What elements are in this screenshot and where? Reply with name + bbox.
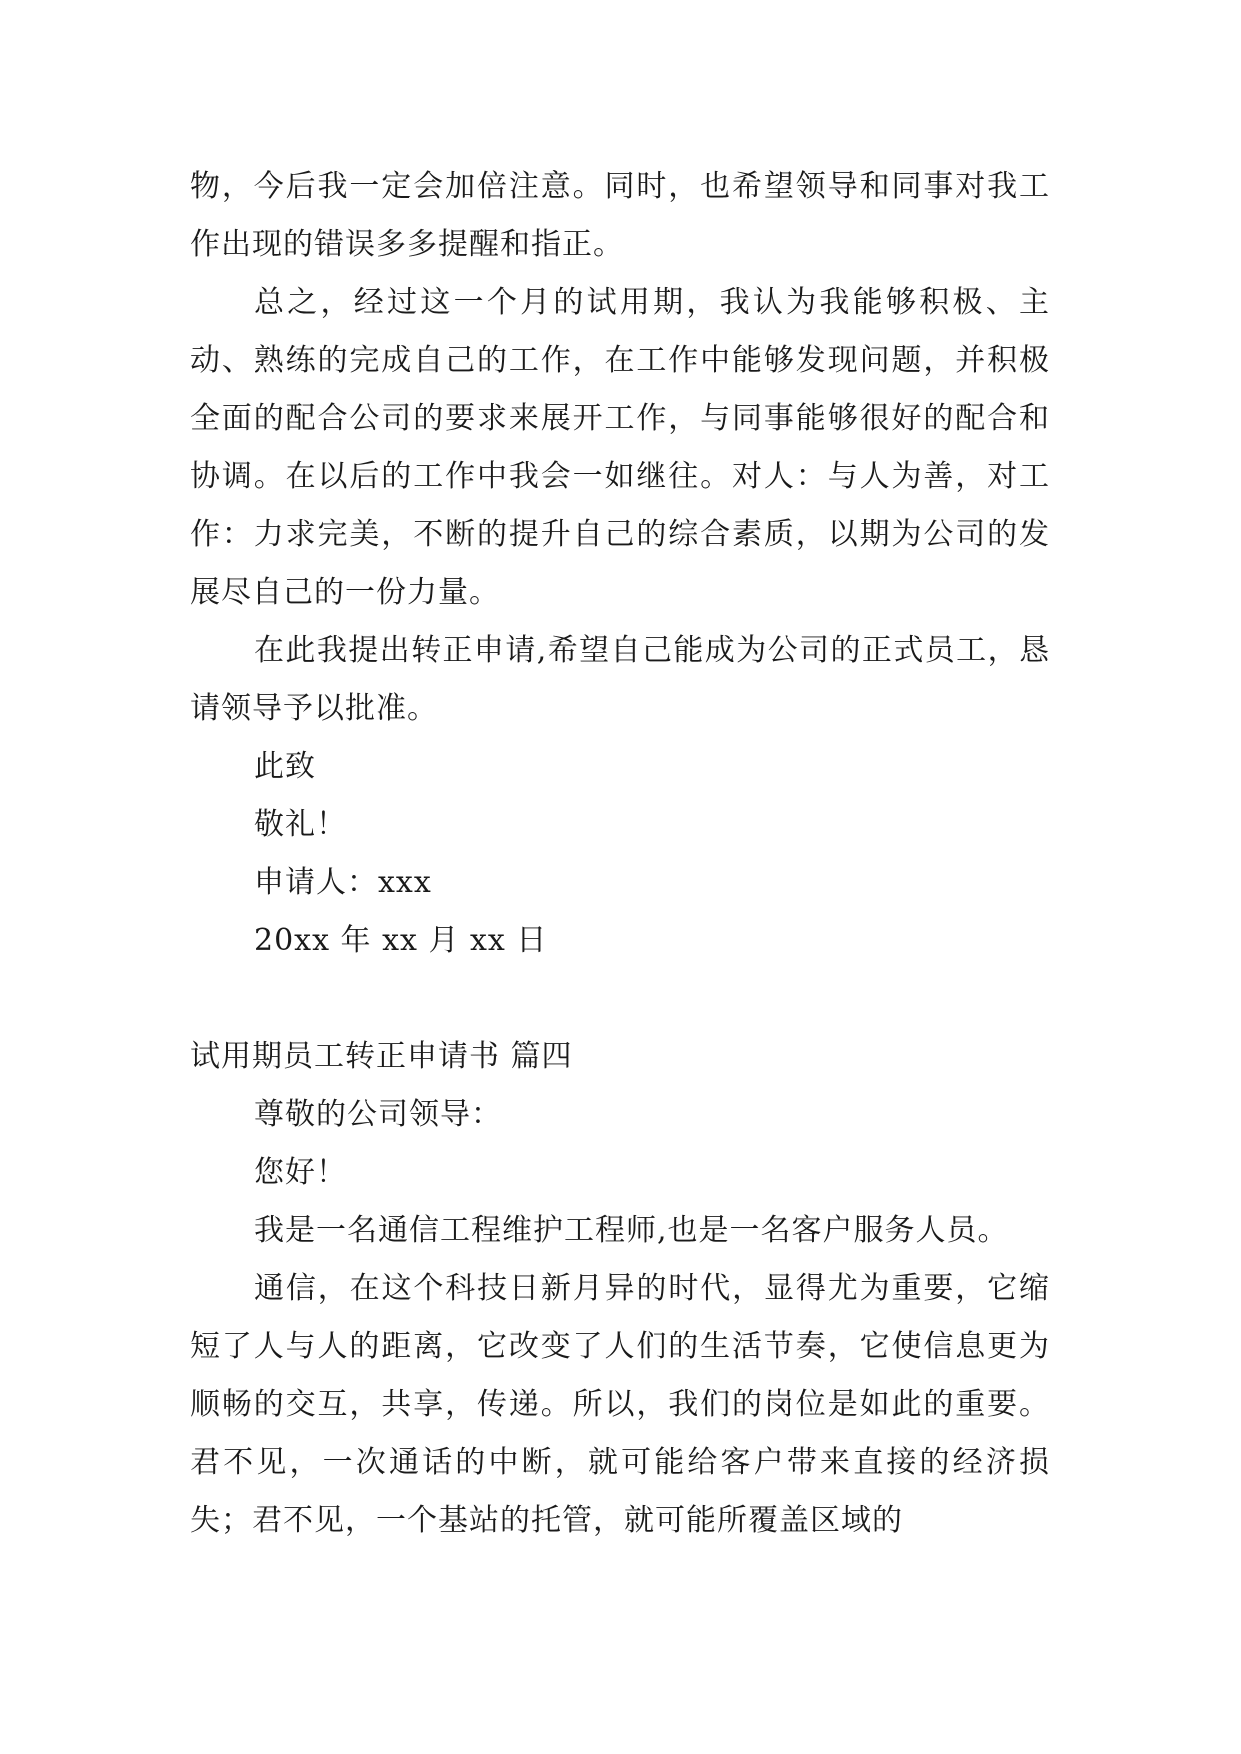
paragraph-continued: 物，今后我一定会加倍注意。同时，也希望领导和同事对我工作出现的错误多多提醒和指正。	[190, 169, 1050, 262]
paragraph-summary: 总之，经过这一个月的试用期，我认为我能够积极、主动、熟练的完成自己的工作，在工作中能够发现问题，并积极全面的配合公司的要求来展开工作，与同事能够很好的配合和协调。在以后的工作中我会一如继往。对人：与人为善，对工作：力求完美，不断的提升自己的综合素质，以期为公司的发展尽自己的一份力量。	[190, 285, 1050, 610]
closing-line-1: 此致	[254, 749, 316, 784]
closing-line-2: 敬礼！	[254, 807, 347, 842]
date-line: 20xx 年 xx 月 xx 日	[254, 923, 548, 958]
section-gap	[190, 970, 1050, 1028]
paragraph-communication: 通信，在这个科技日新月异的时代，显得尤为重要，它缩短了人与人的距离，它改变了人们的生活节奏，它使信息更为顺畅的交互，共享，传递。所以，我们的岗位是如此的重要。君不见，一次通话的中断，就可能给客户带来直接的经济损失；君不见，一个基站的托管，就可能所覆盖区域的	[190, 1271, 1050, 1538]
salutation: 尊敬的公司领导：	[254, 1097, 502, 1132]
greeting: 您好！	[254, 1155, 347, 1190]
section-title: 试用期员工转正申请书 篇四	[190, 1039, 573, 1074]
paragraph-request: 在此我提出转正申请,希望自己能成为公司的正式员工，恳请领导予以批准。	[190, 633, 1050, 726]
paragraph-intro: 我是一名通信工程维护工程师,也是一名客户服务人员。	[254, 1213, 1009, 1248]
document-body	[190, 158, 1050, 1550]
applicant-line: 申请人：xxx	[254, 865, 432, 900]
